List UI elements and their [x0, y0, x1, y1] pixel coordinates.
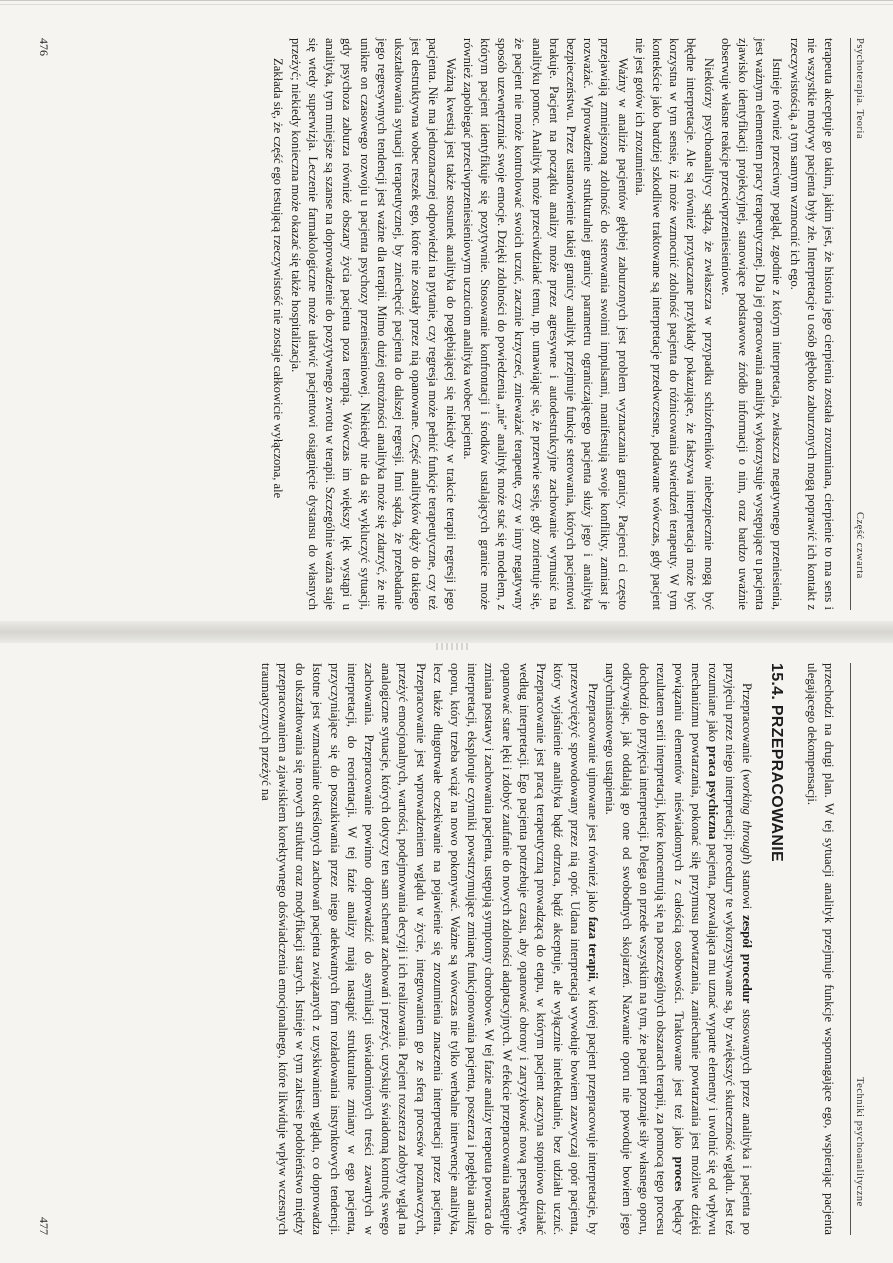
paragraph: Niektórzy psychoanalitycy sądzą, że zwłaszcza w przypadku schizofreników niebezpiecznie mogą być błędne interpretacje. Ale są również przytaczane przykłady pokazujące, że fałszywa interpretacja może być korzystna w tym sensie, iż może wzmocnić zdolność pacjenta do różnicowania stwierdzeń terapeuty. W tym kontekście jako bardziej szkodliwe traktowane są interpretacje przedwczesne, podawane wówczas, gdy pacjent nie jest gotów ich zrozumienia.	[632, 38, 716, 610]
page-number-right: 477	[37, 1217, 51, 1235]
paragraph	[601, 663, 756, 1235]
text-run: stosowanych przez analityka i pacjenta po przyjęciu przez niego interpretacji; procedury te wykorzystywane są, by zwiększyć skuteczność wglądu. Jest też rozumiane jako	[705, 663, 755, 1235]
section-heading: 15.4. PRZEPRACOWANIE	[767, 663, 785, 862]
running-head-left: Psychoterapia. Teoria	[854, 38, 865, 140]
gutter	[0, 621, 893, 643]
paragraph	[257, 663, 601, 1235]
paragraph: Zakłada się, że część ego testującą rzeczywistość nie zostaje całkowicie wyłączona, ale	[271, 58, 286, 499]
bold-term: praca psychiczna	[705, 745, 720, 840]
left-page	[0, 0, 893, 620]
paragraph: terapeuta akceptuje go takim, jakim jest, że historia jego cierpienia została zrozumiana, cierpienie to ma sens i nie wszystkie motywy pacjenta były złe. Interpretacje u osób głęboko zaburzonych mogą poprawić ich kontakt z rzeczywistością, a tym samym wzmocnić ich ego.	[787, 38, 836, 610]
paragraph: Ważny w analizie pacjentów głębiej zaburzonych jest problem wyznaczania granicy. Pacjenci ci często przejawiają zmniejszoną zdolność do sterowania swoimi impulsami, manifestują swoje konflikty, zamiast je rozważać. Wprowadzenie strukturalnej granicy parametru ograniczającego pacjenta służy jego i analityka bezpieczeństwu. Przez ustanowienie takiej granicy analityk przejmuje funkcje sterowania, których pacjentowi brakuje. Pacjent na początku analizy może przez agresywne i autodestrukcyjne zachowanie wymusić na analityku pomoc. Analityk może przeciwdziałać temu, np. umawiając się, że przerwie sesję, gdy zorientuje się, że pacjent nie może kontrolować swoich uczuć, zacznie krzyczeć, znieważać terapeutę, czy w inny negatywny sposób uzewnętrzniać swoje emocje. Dzięki zdolności do powiedzenia „nie” analityk może stać się modelem, z którym pacjent identyfikuje się pozytywnie. Stosowanie konfrontacji i środków ustalających granice może również zapobiegać przeciwprzeniesieniowym uczuciom analityka wobec pacjenta.	[460, 38, 630, 610]
header-rule	[850, 38, 851, 610]
running-head-right: Techniki psychoanalityczne	[854, 1077, 865, 1207]
header-rule	[850, 663, 851, 1235]
bold-term: proces	[671, 1156, 686, 1192]
text-run: Przepracowanie (	[740, 683, 755, 774]
left-body-text	[269, 38, 837, 610]
page-number-left: 476	[37, 38, 51, 56]
paragraph: Ważną kwestią jest także stosunek analityka do pogłębiającej się niekiedy w trakcie terapii regresji jego pacjenta. Nie ma jednoznacznej odpowiedzi na pytanie, czy regresja może pełnić funkcje terapeutyczne, czy też jest destruktywna wobec reszek ego, które nie zostały przez nią opanowane. Część analityków dąży do takiego ukształtowania sytuacji terapeutycznej, by zniechęcić pacjenta do dalszej regresji. Inni sądzą, że przebadanie jego regresywnych tendencji jest ważne dla terapii. Mimo dużej ostrożności analityka może się zdarzyć, że nie unikne on czasowego rozwoju u pacjenta psychozy przeniesieniowej. Niekiedy nie da się wykluczyć sytuacji, gdy psychoza zaburza również obszary życia pacjenta poza terapią. Wówczas im większy lęk wystąpi u analityka, tym mniejsze są szanse na doprowadzenie do pozytywnego zwrotu w terapii. Szczególnie ważna staje się wtedy superwizja. Leczenie farmakologiczne może ułatwić pacjentowi osiągnięcie dystansu do własnych przeżyć; niekiedy konieczna może okazać się także hospitalizacja.	[288, 38, 458, 610]
text-run: , w której pacjent przepracowuje interpretacje, by przezwyciężyć spowodowany przez nią opór. Udana interpretacja wywołuje bowiem zazwyczaj opór pacjenta, który wyjaśnienie analityka bądź odrzuca, bądź akceptuje, ale wyłącznie intelektualnie, bez udziału uczuć. Przepracowanie jest pracą terapeutyczną prowadzącą do etapu, w którym pacjent zaczyna stopniowo działać według interpretacji. Ego pacjenta potrzebuje czasu, aby opanować obrony i zaryzykować nową perspektywę, opanować stare lęki i zdobyć zaufanie do nowych zdolności adaptacyjnych. W efekcie przepracowania następuje zmiana postawy i zachowania pacjenta, ustępują symptomy chorobowe. W tej fazie analizy terapeuta powraca do interpretacji, eksploruje czynniki powstrzymujące zmianę funkcjonowania pacjenta, poszerza i pogłębia analizę oporu, który trzeba wciąż na nowo pokonywać. Ważne są wówczas nie tylko werbalne interwencje analityka, lecz także długotrwałe oczekiwanie na pojawienie się zrozumienia znaczenia interpretacji przez pacjenta. Przepracowanie jest wprowadzeniem wglądu w życie, integrowaniem go ze sferą procesów poznawczych, przeżyć emocjonalnych, wartości, podejmowania decyzji i ich realizowania. Pacjent rozszerza zdobyty wgląd na analogiczne sytuacje, których dotyczy ten sam schemat zachowań i przeżyć, uzyskuje świadomą kontrolę swego zachowania. Przepracowanie powinno doprowadzić do asymilacji uświadomionych treści zawartych w interpretacji, do reorientacji. W tej fazie analizy mają nastąpić strukturalne zmiany w ego pacjenta, przyczyniające się do poszukiwania przez niego adekwatnych form rozładowania instynktowych tendencji. Istotne jest wzmacnianie określonych zachowań pacjenta związanych z uzyskiwaniem wglądu, co doprowadza do ukształtowania się nowych struktur oraz modyfikacji starych. Istnieje w tym zakresie podobieństwo między przepracowaniem a zjawiskiem korektywnego doświadczenia emocjonalnego, które likwiduje wpływ wczesnych traumatycznych przeżyć na	[258, 663, 600, 1235]
text-run: Przepracowanie ujmowane jest również jako	[585, 683, 600, 917]
paragraph: przechodzi na drugi plan. W tej sytuacji analityk przejmuje funkcje wspomagające ego, wspierając pacjenta ulegającego dekompensacji.	[804, 663, 836, 1235]
italic-term: working through	[740, 773, 755, 861]
text-run: będący rezultatem serii interpretacji, które koncentrują się na poszczególnych obszarach terapii, za pomocą tego procesu dochodzi do przyjęcia interpretacji. Polega on przede wszystkim na tym, że pacjent poznaje siły własnego oporu, odkrywając, jak oddalają go one od swobodnych skojarzeń. Nazwanie oporu nie powoduje bowiem jego natychmiastowego ustąpienia.	[602, 663, 686, 1235]
text-run: pacjenta, pozwalająca mu uznać wyparte elementy i uwolnić się od wpływu mechanizmu powtarzania, pokonać siłę przymusu powtarzania, zaniechanie powtarzania jest możliwe dzięki powiązaniu elementów nieświadomych z całością osobowości. Traktowane jest też jako	[671, 663, 720, 1236]
paragraph: Istnieje również przeciwny pogląd, zgodnie z którym interpretacja, zwłaszcza negatywnego przeniesienia, jest ważnym elementem pracy terapeutycznej. Dla jej opracowania analityk wykorzystuje występujące u pacjenta zjawisko identyfikacji projekcyjnej, stanowiące podstawowe źródło informacji o nim, oraz bardzo uważnie obserwuje własne reakcje przeciwprzeniesieniowe.	[718, 38, 785, 610]
right-body-text	[257, 663, 838, 1235]
right-page	[0, 643, 893, 1263]
bold-term: faza terapii	[585, 916, 600, 979]
text-run: ) stanowi	[740, 860, 755, 916]
bold-term: zespół procedur	[740, 915, 755, 1004]
running-head-part: Część czwarta	[854, 512, 865, 579]
